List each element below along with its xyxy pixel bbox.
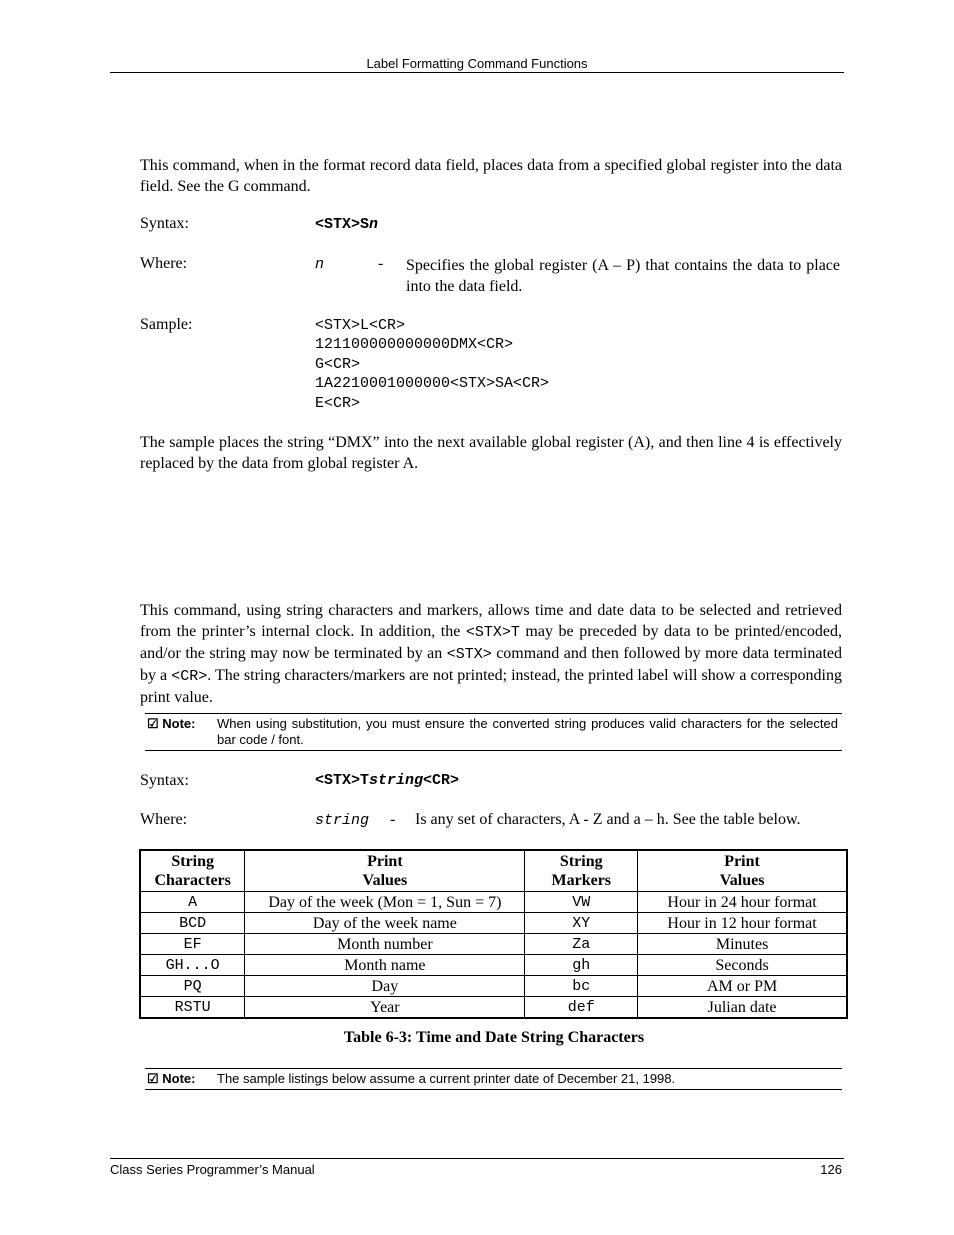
table-cell: PQ [140, 976, 245, 997]
section2-where-var: string [315, 812, 370, 829]
intro-text: command and then followed by more data terminated by a [140, 645, 842, 684]
header-print-values-2 [638, 850, 847, 892]
table-cell: VW [525, 892, 638, 913]
table-cell: Hour in 12 hour format [638, 913, 847, 934]
note-label: ☑ Note: [147, 716, 196, 731]
section1-conclusion: The sample places the string “DMX” into the next available global register (A), and then line 4 is effectively replaced by the data from global register A. [140, 434, 842, 472]
header-line: Values [719, 872, 765, 889]
note-text: When using substitution, you must ensure the converted string produces valid characters for the selected bar code / font. [217, 716, 838, 747]
section1-intro: This command, when in the format record data field, places data from a specified global register into the data field. See the G command. [140, 157, 842, 195]
table-cell: gh [525, 955, 638, 976]
table-cell: Month number [245, 934, 525, 955]
table-cell: Month name [245, 955, 525, 976]
syntax-command: <STX>T [315, 772, 370, 789]
header-string-markers [525, 850, 638, 892]
sample-line: 121100000000000DMX<CR> [315, 336, 514, 353]
table-cell: Seconds [638, 955, 847, 976]
table-cell: A [140, 892, 245, 913]
header-line: String [559, 853, 603, 870]
table-row [140, 934, 847, 955]
table-row [140, 997, 847, 1019]
table-cell: Julian date [638, 997, 847, 1019]
footer-rule [110, 1158, 844, 1159]
header-line: Print [367, 853, 403, 870]
header-line: Markers [551, 872, 612, 889]
note-label: ☑ Note: [147, 1071, 196, 1086]
section1-sample-label: Sample: [140, 316, 193, 333]
table-header-row [140, 850, 847, 892]
table-cell: Za [525, 934, 638, 955]
table-cell: AM or PM [638, 976, 847, 997]
table-cell: RSTU [140, 997, 245, 1019]
intro-code: <CR> [171, 668, 208, 685]
section1-syntax-label: Syntax: [140, 215, 189, 232]
section2-syntax [315, 772, 459, 789]
footer-manual-title: Class Series Programmer’s Manual [110, 1162, 315, 1177]
header-line: String [171, 853, 215, 870]
section1-where-var: n [315, 256, 325, 273]
header-line: Values [362, 872, 408, 889]
section2-where-label: Where: [140, 811, 188, 828]
header-string-characters [140, 850, 245, 892]
table-row [140, 976, 847, 997]
table-cell: XY [525, 913, 638, 934]
header-line: Characters [154, 872, 231, 889]
section1-where-dash: - [378, 255, 384, 272]
table-cell: GH...O [140, 955, 245, 976]
table-cell: Day of the week (Mon = 1, Sun = 7) [245, 892, 525, 913]
table-cell: bc [525, 976, 638, 997]
section2-where-dash: - [390, 811, 396, 828]
syntax-variable: string [369, 772, 424, 789]
sample-line: <STX>L<CR> [315, 317, 406, 334]
table-cell: Year [245, 997, 525, 1019]
syntax-variable: n [369, 216, 379, 233]
page-number: 126 [820, 1162, 842, 1177]
table-cell: BCD [140, 913, 245, 934]
time-date-table [139, 849, 848, 1019]
table-row [140, 955, 847, 976]
section1-where-label: Where: [140, 255, 188, 272]
table-row [140, 892, 847, 913]
section2-intro [140, 600, 842, 708]
intro-text: may be preceded by data to be printed/encoded, and/or the string may now be terminated by an [140, 623, 842, 662]
running-header: Label Formatting Command Functions [366, 56, 588, 71]
note-text: The sample listings below assume a current printer date of December 21, 1998. [217, 1071, 676, 1086]
note-sample-date [145, 1068, 842, 1090]
intro-text: . The string characters/markers are not printed; instead, the printed label will show a corresponding print value. [140, 667, 843, 706]
section2-where-desc: Is any set of characters, A - Z and a – h. See the table below. [415, 811, 801, 828]
note-substitution [145, 713, 842, 751]
table-row [140, 913, 847, 934]
table-cell: Day of the week name [245, 913, 525, 934]
table-caption: Table 6-3: Time and Date String Characters [343, 1029, 645, 1046]
header-line: Print [724, 853, 760, 870]
sample-line: E<CR> [315, 395, 361, 412]
table-cell: Day [245, 976, 525, 997]
header-rule [110, 72, 844, 73]
syntax-terminator: <CR> [423, 772, 460, 789]
intro-code: <STX>T [465, 624, 520, 641]
syntax-command: <STX>S [315, 216, 370, 233]
intro-code: <STX> [446, 646, 492, 663]
section1-syntax [315, 216, 378, 233]
header-print-values [245, 850, 525, 892]
table-cell: def [525, 997, 638, 1019]
table-cell: Hour in 24 hour format [638, 892, 847, 913]
table-cell: EF [140, 934, 245, 955]
sample-line: 1A2210001000000<STX>SA<CR> [315, 375, 550, 392]
section2-syntax-label: Syntax: [140, 772, 189, 789]
table-cell: Minutes [638, 934, 847, 955]
sample-line: G<CR> [315, 356, 361, 373]
section1-where-desc: Specifies the global register (A – P) that contains the data to place into the data field. [406, 257, 840, 295]
intro-text: This command, using string characters and markers, allows time and date data to be selected and retrieved from the printer’s internal clock. In addition, the [140, 602, 842, 640]
